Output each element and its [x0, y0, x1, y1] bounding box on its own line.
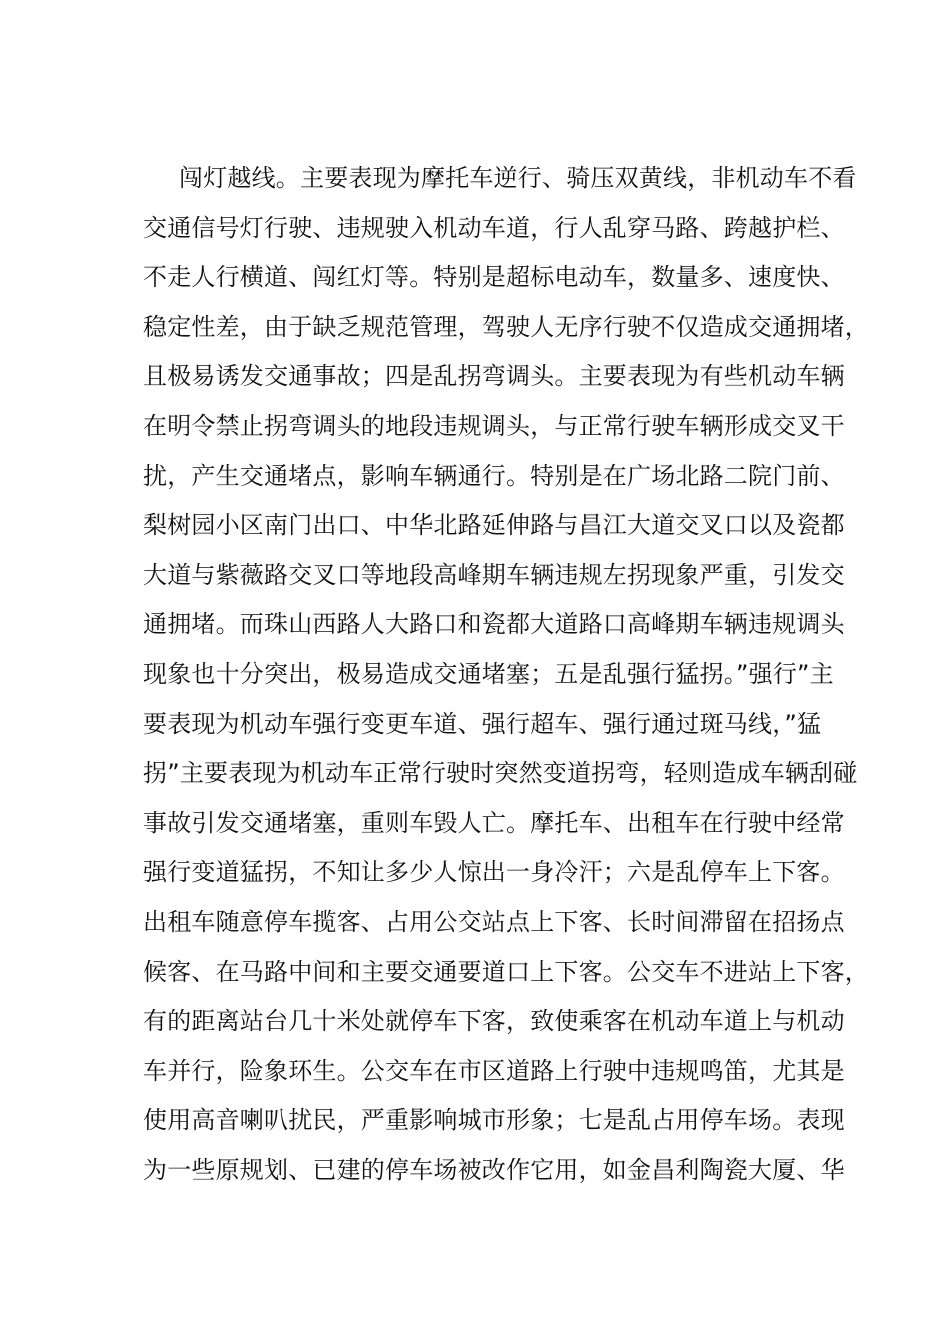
- text-line: 闯灯越线。主要表现为摩托车逆行、骑压双黄线，非机动车不看: [179, 164, 857, 192]
- text-line: 大道与紫薇路交叉口等地段高峰期车辆违规左拐现象严重，引发交: [143, 560, 845, 589]
- text-line: 不走人行横道、闯红灯等。特别是超标电动车，数量多、速度快、: [143, 263, 845, 292]
- text-line: 交通信号灯行驶、违规驶入机动车道，行人乱穿马路、跨越护栏、: [143, 213, 845, 242]
- text-line: 要表现为机动车强行变更车道、强行超车、强行通过斑马线，”猛: [143, 709, 822, 738]
- text-line: 为一些原规划、已建的停车场被改作它用，如金昌利陶瓷大厦、华: [143, 1155, 845, 1184]
- text-line: 事故引发交通堵塞，重则车毁人亡。摩托车、出租车在行驶中经常: [143, 808, 845, 837]
- text-line: 在明令禁止拐弯调头的地段违规调头，与正常行驶车辆形成交叉干: [143, 411, 845, 440]
- text-line: 候客、在马路中间和主要交通要道口上下客。公交车不进站上下客，: [143, 957, 869, 986]
- text-line: 强行变道猛拐，不知让多少人惊出一身冷汗；六是乱停车上下客。: [143, 858, 845, 887]
- text-line: 出租车随意停车揽客、占用公交站点上下客、长时间滞留在招扬点: [143, 907, 845, 936]
- text-line: 现象也十分突出，极易造成交通堵塞；五是乱强行猛拐。”强行”主: [143, 659, 834, 688]
- text-line: 车并行，险象环生。公交车在市区道路上行驶中违规鸣笛，尤其是: [143, 1056, 845, 1085]
- text-line: 有的距离站台几十米处就停车下客，致使乘客在机动车道上与机动: [143, 1007, 845, 1036]
- body-paragraph: [143, 154, 869, 1195]
- text-line: 梨树园小区南门出口、中华北路延伸路与昌江大道交叉口以及瓷都: [143, 511, 845, 540]
- text-line: 稳定性差，由于缺乏规范管理，驾驶人无序行驶不仅造成交通拥堵，: [143, 312, 869, 341]
- text-line: 使用高音喇叭扰民，严重影响城市形象；七是乱占用停车场。表现: [143, 1106, 845, 1135]
- text-line: 通拥堵。而珠山西路人大路口和瓷都大道路口高峰期车辆违规调头: [143, 610, 845, 639]
- text-line: 拐”主要表现为机动车正常行驶时突然变道拐弯，轻则造成车辆刮碰: [143, 759, 858, 788]
- text-line: 且极易诱发交通事故；四是乱拐弯调头。主要表现为有些机动车辆: [143, 362, 845, 391]
- text-line: 扰，产生交通堵点，影响车辆通行。特别是在广场北路二院门前、: [143, 461, 845, 490]
